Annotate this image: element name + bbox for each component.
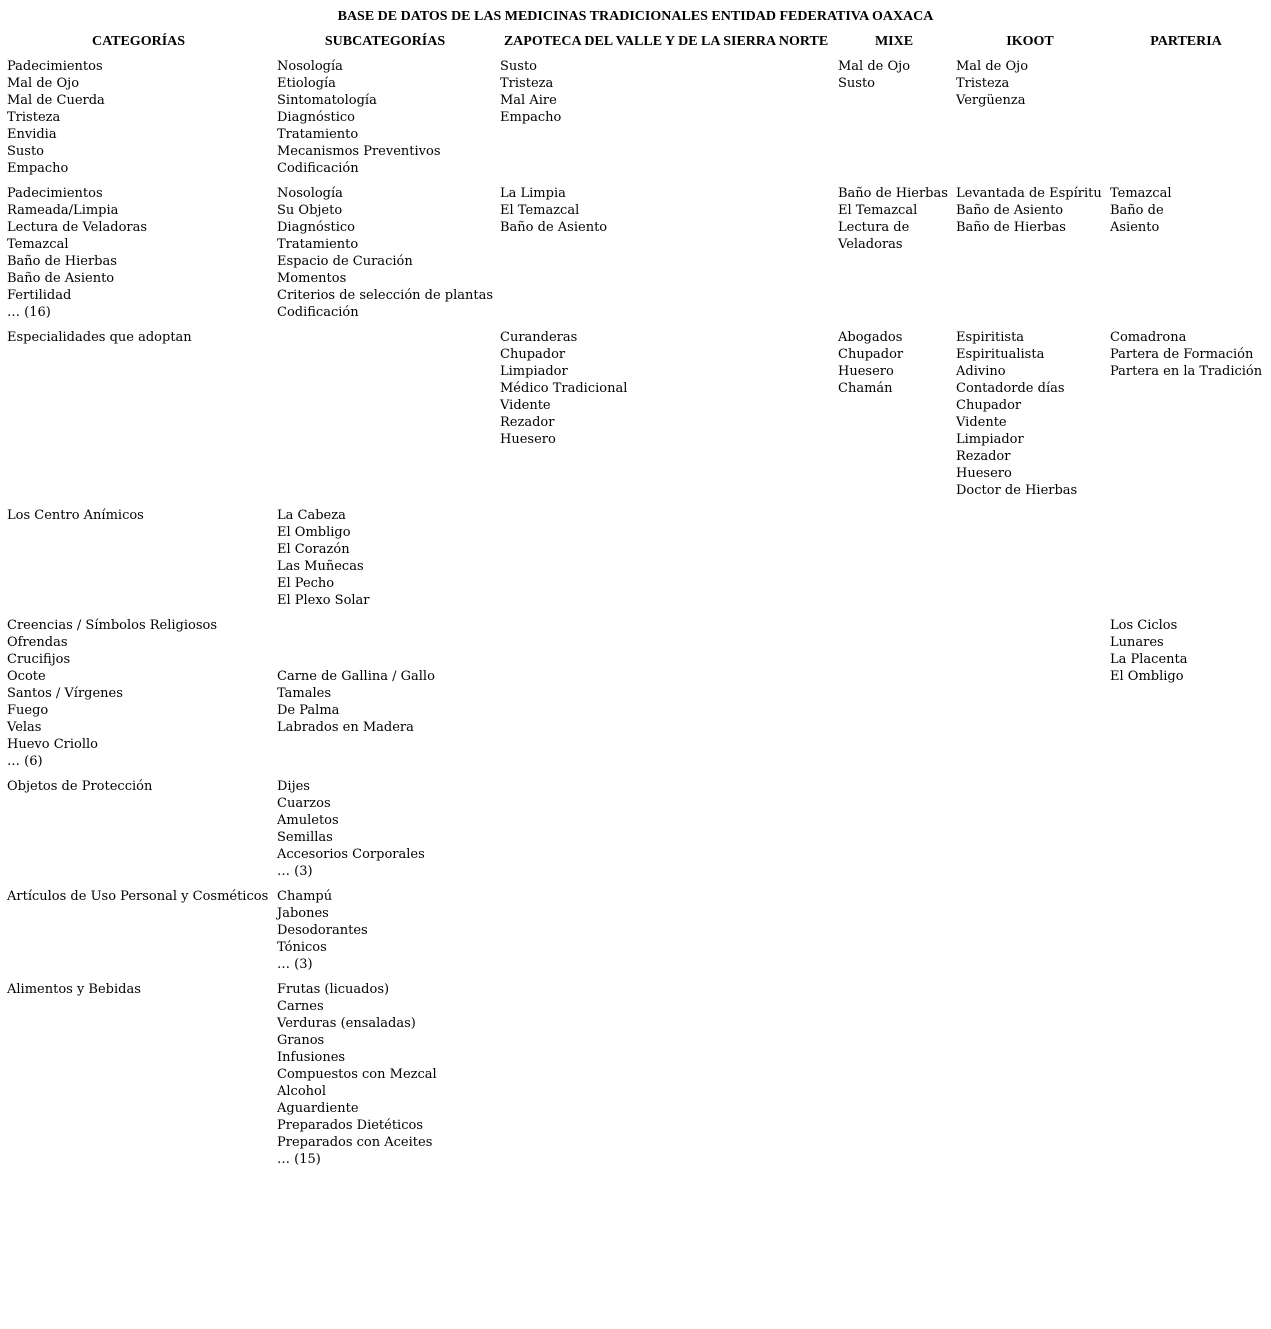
cell-line: Crucifijos <box>7 652 71 667</box>
cell-ikoot-row-1 <box>956 58 1028 109</box>
cell-line: Huevo Criollo <box>7 737 98 752</box>
cell-line: El Pecho <box>277 576 335 591</box>
cell-line: El Temazcal <box>838 203 918 218</box>
cell-line <box>277 634 435 651</box>
cell-line: Momentos <box>277 271 347 286</box>
cell-line: Espiritista <box>956 330 1025 345</box>
cell-parteria-row-2 <box>1110 185 1171 236</box>
header-ikoot: IKOOT <box>1006 34 1054 49</box>
cell-line: … (3) <box>277 957 313 972</box>
cell-line: Tratamiento <box>277 237 359 252</box>
cell-line: Susto <box>7 144 45 159</box>
cell-subcategorias-row-5 <box>277 617 435 736</box>
cell-line: Huesero <box>500 432 556 447</box>
cell-line: Artículos de Uso Personal y Cosméticos <box>7 889 269 904</box>
cell-line: Sintomatología <box>277 93 377 108</box>
cell-line: Huesero <box>838 364 894 379</box>
cell-line: Empacho <box>7 161 69 176</box>
cell-categorias-row-2 <box>7 185 147 321</box>
cell-line: Doctor de Hierbas <box>956 483 1078 498</box>
cell-line: Carne de Gallina / Gallo <box>277 669 435 684</box>
cell-line: Rezador <box>956 449 1011 464</box>
page-title: BASE DE DATOS DE LAS MEDICINAS TRADICIONALES ENTIDAD FEDERATIVA OAXACA <box>337 9 934 24</box>
cell-line: Aguardiente <box>277 1101 359 1116</box>
cell-subcategorias-row-8 <box>277 981 437 1168</box>
cell-mixe-row-2 <box>838 185 948 253</box>
cell-line: Mal de Cuerda <box>7 93 105 108</box>
cell-line: Ocote <box>7 669 46 684</box>
header-subcategorias: SUBCATEGORÍAS <box>324 34 446 49</box>
cell-categorias-row-7 <box>7 888 268 905</box>
header-zapoteca: ZAPOTECA DEL VALLE Y DE LA SIERRA NORTE <box>503 34 829 49</box>
cell-line: Envidia <box>7 127 57 142</box>
cell-subcategorias-row-1 <box>277 58 440 177</box>
cell-line: Baño de Hierbas <box>838 186 948 201</box>
cell-zapoteca-row-1 <box>500 58 561 126</box>
cell-line: Granos <box>277 1033 325 1048</box>
cell-line: Veladoras <box>838 237 903 252</box>
cell-line: Contadorde días <box>956 381 1065 396</box>
cell-line: … (3) <box>277 864 313 879</box>
cell-line: Las Muñecas <box>277 559 364 574</box>
cell-categorias-row-5 <box>7 617 217 770</box>
cell-line: Los Centro Anímicos <box>7 508 144 523</box>
cell-categorias-row-6 <box>7 778 152 795</box>
cell-line: … (16) <box>7 305 51 320</box>
cell-line: Su Objeto <box>277 203 343 218</box>
cell-line: El Ombligo <box>277 525 351 540</box>
cell-line: Tratamiento <box>277 127 359 142</box>
cell-line: Tristeza <box>500 76 554 91</box>
cell-ikoot-row-3 <box>956 329 1077 499</box>
cell-line: Mal de Ojo <box>838 59 911 74</box>
cell-line: Abogados <box>838 330 903 345</box>
cell-line: Chupador <box>500 347 566 362</box>
cell-line: Susto <box>838 76 876 91</box>
cell-line: Mal de Ojo <box>7 76 80 91</box>
cell-line: Asiento <box>1110 220 1160 235</box>
cell-subcategorias-row-6 <box>277 778 425 880</box>
cell-mixe-row-3 <box>838 329 903 397</box>
cell-line: Codificación <box>277 305 359 320</box>
cell-line: Partera en la Tradición <box>1110 364 1263 379</box>
cell-line: El Plexo Solar <box>277 593 370 608</box>
cell-line: Adivino <box>956 364 1006 379</box>
cell-zapoteca-row-3 <box>500 329 627 448</box>
cell-line: Cuarzos <box>277 796 331 811</box>
cell-line: Temazcal <box>1110 186 1172 201</box>
header-parteria: PARTERIA <box>1150 34 1222 49</box>
cell-line: La Limpia <box>500 186 566 201</box>
cell-line: Rezador <box>500 415 555 430</box>
cell-line: De Palma <box>277 703 340 718</box>
cell-line: Tamales <box>277 686 332 701</box>
cell-line: Baño de Hierbas <box>956 220 1066 235</box>
cell-line: Levantada de Espíritu <box>956 186 1102 201</box>
cell-line: Diagnóstico <box>277 110 356 125</box>
cell-line: Criterios de selección de plantas <box>277 288 494 303</box>
cell-line: Labrados en Madera <box>277 720 414 735</box>
cell-line: El Corazón <box>277 542 350 557</box>
cell-line: Creencias / Símbolos Religiosos <box>7 618 218 633</box>
cell-line: El Ombligo <box>1110 669 1184 684</box>
cell-line: Partera de Formación <box>1110 347 1254 362</box>
cell-line: Frutas (licuados) <box>277 982 390 997</box>
cell-line: Baño de Asiento <box>956 203 1064 218</box>
cell-line: Baño de Asiento <box>7 271 115 286</box>
cell-line: Padecimientos <box>7 186 103 201</box>
cell-line: Lectura de <box>838 220 910 235</box>
cell-line: Preparados con Aceites <box>277 1135 433 1150</box>
cell-line: Espacio de Curación <box>277 254 413 269</box>
cell-line: Codificación <box>277 161 359 176</box>
cell-ikoot-row-2 <box>956 185 1102 236</box>
cell-line: Chupador <box>956 398 1022 413</box>
cell-categorias-row-3 <box>7 329 192 346</box>
cell-line: Etiología <box>277 76 336 91</box>
cell-line: Nosología <box>277 59 343 74</box>
cell-line: Semillas <box>277 830 333 845</box>
cell-line: Espiritualista <box>956 347 1045 362</box>
cell-line: Compuestos con Mezcal <box>277 1067 437 1082</box>
cell-line: Vergüenza <box>956 93 1026 108</box>
cell-mixe-row-1 <box>838 58 910 92</box>
cell-zapoteca-row-2 <box>500 185 607 236</box>
cell-line: Mal Aire <box>500 93 557 108</box>
cell-line: Verduras (ensaladas) <box>277 1016 416 1031</box>
cell-line: Nosología <box>277 186 343 201</box>
cell-line: Chupador <box>838 347 904 362</box>
cell-line: Ofrendas <box>7 635 68 650</box>
cell-line: Objetos de Protección <box>7 779 153 794</box>
cell-categorias-row-8 <box>7 981 141 998</box>
cell-line: Dijes <box>277 779 310 794</box>
cell-line: Fertilidad <box>7 288 72 303</box>
cell-line: Alimentos y Bebidas <box>7 982 141 997</box>
cell-line: Limpiador <box>956 432 1024 447</box>
cell-line: Fuego <box>7 703 49 718</box>
cell-line: Especialidades que adoptan <box>7 330 192 345</box>
cell-line: Diagnóstico <box>277 220 356 235</box>
cell-line: Preparados Dietéticos <box>277 1118 423 1133</box>
header-mixe: MIXE <box>874 34 914 49</box>
cell-line: Jabones <box>277 906 329 921</box>
cell-line: Chamán <box>838 381 893 396</box>
cell-line: Tónicos <box>277 940 327 955</box>
cell-line: Tristeza <box>956 76 1010 91</box>
cell-line <box>277 617 435 634</box>
cell-line: Vidente <box>500 398 551 413</box>
cell-categorias-row-4 <box>7 507 144 524</box>
cell-line: Amuletos <box>277 813 339 828</box>
cell-line: Vidente <box>956 415 1007 430</box>
cell-line: Limpiador <box>500 364 568 379</box>
cell-line: Temazcal <box>7 237 69 252</box>
cell-line <box>277 651 435 668</box>
cell-line: Empacho <box>500 110 562 125</box>
cell-line: La Placenta <box>1110 652 1188 667</box>
cell-parteria-row-3 <box>1110 329 1262 380</box>
cell-line: Comadrona <box>1110 330 1187 345</box>
cell-line: Baño de Asiento <box>500 220 608 235</box>
cell-line: Huesero <box>956 466 1012 481</box>
cell-parteria-row-5 <box>1110 617 1188 685</box>
cell-categorias-row-1 <box>7 58 105 177</box>
cell-line: Champú <box>277 889 333 904</box>
cell-line: Padecimientos <box>7 59 103 74</box>
header-categorias: CATEGORÍAS <box>91 34 186 49</box>
cell-line: El Temazcal <box>500 203 580 218</box>
cell-line: … (6) <box>7 754 43 769</box>
cell-line: Rameada/Limpia <box>7 203 119 218</box>
cell-line: Desodorantes <box>277 923 368 938</box>
cell-line: Curanderas <box>500 330 578 345</box>
cell-subcategorias-row-4 <box>277 507 370 609</box>
cell-line: Mal de Ojo <box>956 59 1029 74</box>
cell-line: Lectura de Veladoras <box>7 220 148 235</box>
cell-line: Mecanismos Preventivos <box>277 144 441 159</box>
cell-line: Alcohol <box>277 1084 327 1099</box>
cell-line: Accesorios Corporales <box>277 847 425 862</box>
cell-line: … (15) <box>277 1152 321 1167</box>
cell-line: Velas <box>7 720 42 735</box>
cell-line: Susto <box>500 59 538 74</box>
cell-line: Infusiones <box>277 1050 346 1065</box>
cell-line: La Cabeza <box>277 508 346 523</box>
cell-line: Tristeza <box>7 110 61 125</box>
cell-subcategorias-row-2 <box>277 185 493 321</box>
cell-line: Los Ciclos <box>1110 618 1178 633</box>
cell-line: Baño de <box>1110 203 1164 218</box>
cell-line: Médico Tradicional <box>500 381 628 396</box>
cell-subcategorias-row-7 <box>277 888 368 973</box>
cell-line: Carnes <box>277 999 324 1014</box>
cell-line: Santos / Vírgenes <box>7 686 123 701</box>
cell-line: Baño de Hierbas <box>7 254 117 269</box>
cell-line: Lunares <box>1110 635 1164 650</box>
